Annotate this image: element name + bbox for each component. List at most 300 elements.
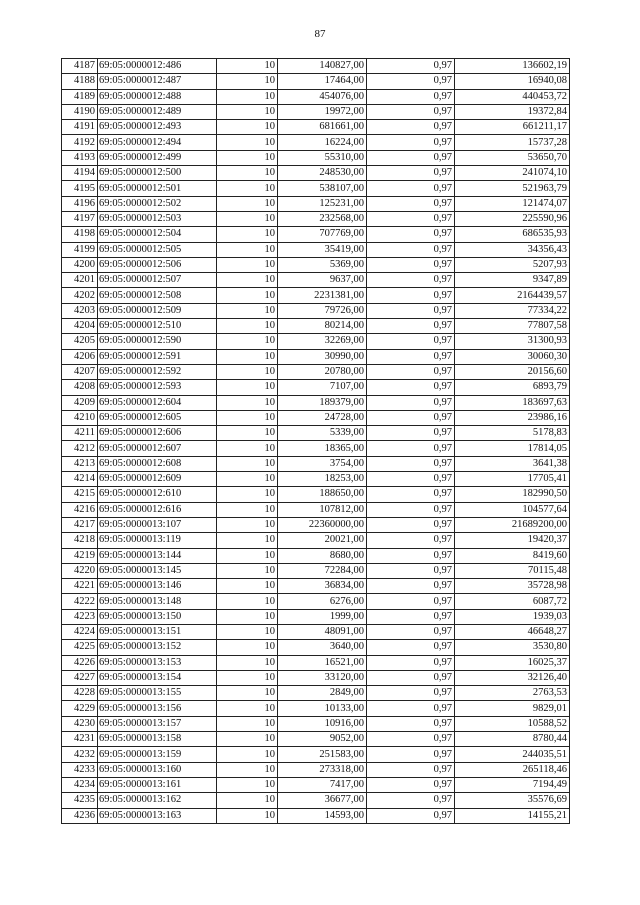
result-cell: 19372,84 <box>455 104 570 119</box>
table-row <box>62 89 570 104</box>
count-cell: 10 <box>217 609 278 624</box>
count-cell: 10 <box>217 59 278 74</box>
result-cell: 661211,17 <box>455 120 570 135</box>
value-cell: 8680,00 <box>278 548 367 563</box>
result-cell: 241074,10 <box>455 166 570 181</box>
cadastral-number-cell: 69:05:0000012:493 <box>98 120 217 135</box>
table-row <box>62 380 570 395</box>
count-cell: 10 <box>217 89 278 104</box>
row-number-cell: 4199 <box>62 242 98 257</box>
table-row <box>62 120 570 135</box>
value-cell: 3754,00 <box>278 456 367 471</box>
count-cell: 10 <box>217 426 278 441</box>
table-row <box>62 334 570 349</box>
row-number-cell: 4193 <box>62 150 98 165</box>
coefficient-cell: 0,97 <box>367 364 455 379</box>
value-cell: 273318,00 <box>278 762 367 777</box>
cadastral-number-cell: 69:05:0000013:160 <box>98 762 217 777</box>
coefficient-cell: 0,97 <box>367 777 455 792</box>
table-row <box>62 104 570 119</box>
result-cell: 2763,53 <box>455 686 570 701</box>
coefficient-cell: 0,97 <box>367 120 455 135</box>
coefficient-cell: 0,97 <box>367 502 455 517</box>
row-number-cell: 4226 <box>62 655 98 670</box>
table-row <box>62 349 570 364</box>
row-number-cell: 4231 <box>62 732 98 747</box>
count-cell: 10 <box>217 364 278 379</box>
value-cell: 24728,00 <box>278 410 367 425</box>
count-cell: 10 <box>217 777 278 792</box>
cadastral-number-cell: 69:05:0000012:506 <box>98 257 217 272</box>
cadastral-number-cell: 69:05:0000012:499 <box>98 150 217 165</box>
row-number-cell: 4206 <box>62 349 98 364</box>
row-number-cell: 4213 <box>62 456 98 471</box>
result-cell: 77807,58 <box>455 319 570 334</box>
value-cell: 20780,00 <box>278 364 367 379</box>
value-cell: 16521,00 <box>278 655 367 670</box>
coefficient-cell: 0,97 <box>367 716 455 731</box>
value-cell: 2231381,00 <box>278 288 367 303</box>
coefficient-cell: 0,97 <box>367 288 455 303</box>
cadastral-number-cell: 69:05:0000013:119 <box>98 533 217 548</box>
cadastral-number-cell: 69:05:0000012:504 <box>98 227 217 242</box>
row-number-cell: 4192 <box>62 135 98 150</box>
value-cell: 6276,00 <box>278 594 367 609</box>
result-cell: 16025,37 <box>455 655 570 670</box>
count-cell: 10 <box>217 487 278 502</box>
result-cell: 265118,46 <box>455 762 570 777</box>
result-cell: 70115,48 <box>455 563 570 578</box>
coefficient-cell: 0,97 <box>367 395 455 410</box>
cadastral-number-cell: 69:05:0000013:153 <box>98 655 217 670</box>
row-number-cell: 4235 <box>62 793 98 808</box>
value-cell: 32269,00 <box>278 334 367 349</box>
value-cell: 10133,00 <box>278 701 367 716</box>
count-cell: 10 <box>217 273 278 288</box>
table-row <box>62 732 570 747</box>
coefficient-cell: 0,97 <box>367 74 455 89</box>
row-number-cell: 4200 <box>62 257 98 272</box>
coefficient-cell: 0,97 <box>367 59 455 74</box>
row-number-cell: 4218 <box>62 533 98 548</box>
result-cell: 20156,60 <box>455 364 570 379</box>
cadastral-number-cell: 69:05:0000012:494 <box>98 135 217 150</box>
table-row <box>62 227 570 242</box>
result-cell: 14155,21 <box>455 808 570 823</box>
count-cell: 10 <box>217 579 278 594</box>
value-cell: 7417,00 <box>278 777 367 792</box>
result-cell: 136602,19 <box>455 59 570 74</box>
table-row <box>62 319 570 334</box>
table-row <box>62 487 570 502</box>
result-cell: 46648,27 <box>455 624 570 639</box>
table-row <box>62 288 570 303</box>
cadastral-number-cell: 69:05:0000012:507 <box>98 273 217 288</box>
result-cell: 5178,83 <box>455 426 570 441</box>
value-cell: 5369,00 <box>278 257 367 272</box>
cadastral-number-cell: 69:05:0000012:503 <box>98 211 217 226</box>
result-cell: 225590,96 <box>455 211 570 226</box>
coefficient-cell: 0,97 <box>367 426 455 441</box>
result-cell: 77334,22 <box>455 303 570 318</box>
table-row <box>62 716 570 731</box>
count-cell: 10 <box>217 747 278 762</box>
value-cell: 16224,00 <box>278 135 367 150</box>
cadastral-number-cell: 69:05:0000012:486 <box>98 59 217 74</box>
count-cell: 10 <box>217 395 278 410</box>
count-cell: 10 <box>217 380 278 395</box>
count-cell: 10 <box>217 319 278 334</box>
cadastral-number-cell: 69:05:0000012:510 <box>98 319 217 334</box>
coefficient-cell: 0,97 <box>367 670 455 685</box>
row-number-cell: 4230 <box>62 716 98 731</box>
count-cell: 10 <box>217 502 278 517</box>
value-cell: 232568,00 <box>278 211 367 226</box>
value-cell: 30990,00 <box>278 349 367 364</box>
row-number-cell: 4202 <box>62 288 98 303</box>
coefficient-cell: 0,97 <box>367 487 455 502</box>
table-row <box>62 150 570 165</box>
cadastral-number-cell: 69:05:0000013:144 <box>98 548 217 563</box>
row-number-cell: 4190 <box>62 104 98 119</box>
cadastral-number-cell: 69:05:0000012:607 <box>98 441 217 456</box>
result-cell: 9347,89 <box>455 273 570 288</box>
row-number-cell: 4214 <box>62 472 98 487</box>
cadastral-number-cell: 69:05:0000012:590 <box>98 334 217 349</box>
value-cell: 18253,00 <box>278 472 367 487</box>
cadastral-number-cell: 69:05:0000013:161 <box>98 777 217 792</box>
result-cell: 15737,28 <box>455 135 570 150</box>
row-number-cell: 4210 <box>62 410 98 425</box>
result-cell: 686535,93 <box>455 227 570 242</box>
count-cell: 10 <box>217 563 278 578</box>
count-cell: 10 <box>217 150 278 165</box>
cadastral-number-cell: 69:05:0000013:152 <box>98 640 217 655</box>
count-cell: 10 <box>217 655 278 670</box>
result-cell: 34356,43 <box>455 242 570 257</box>
cadastral-number-cell: 69:05:0000012:489 <box>98 104 217 119</box>
cadastral-number-cell: 69:05:0000013:157 <box>98 716 217 731</box>
count-cell: 10 <box>217 135 278 150</box>
result-cell: 1939,03 <box>455 609 570 624</box>
result-cell: 7194,49 <box>455 777 570 792</box>
cadastral-number-cell: 69:05:0000012:606 <box>98 426 217 441</box>
coefficient-cell: 0,97 <box>367 563 455 578</box>
cadastral-number-cell: 69:05:0000013:150 <box>98 609 217 624</box>
table-row <box>62 74 570 89</box>
coefficient-cell: 0,97 <box>367 579 455 594</box>
count-cell: 10 <box>217 716 278 731</box>
table-row <box>62 303 570 318</box>
row-number-cell: 4229 <box>62 701 98 716</box>
coefficient-cell: 0,97 <box>367 609 455 624</box>
coefficient-cell: 0,97 <box>367 227 455 242</box>
row-number-cell: 4196 <box>62 196 98 211</box>
coefficient-cell: 0,97 <box>367 640 455 655</box>
coefficient-cell: 0,97 <box>367 701 455 716</box>
coefficient-cell: 0,97 <box>367 181 455 196</box>
count-cell: 10 <box>217 257 278 272</box>
table-row <box>62 59 570 74</box>
table-row <box>62 273 570 288</box>
table-row <box>62 456 570 471</box>
value-cell: 248530,00 <box>278 166 367 181</box>
table-body <box>62 59 570 824</box>
cadastral-number-cell: 69:05:0000012:501 <box>98 181 217 196</box>
row-number-cell: 4197 <box>62 211 98 226</box>
value-cell: 107812,00 <box>278 502 367 517</box>
value-cell: 79726,00 <box>278 303 367 318</box>
cadastral-number-cell: 69:05:0000013:162 <box>98 793 217 808</box>
row-number-cell: 4219 <box>62 548 98 563</box>
count-cell: 10 <box>217 701 278 716</box>
result-cell: 9829,01 <box>455 701 570 716</box>
value-cell: 18365,00 <box>278 441 367 456</box>
row-number-cell: 4220 <box>62 563 98 578</box>
value-cell: 681661,00 <box>278 120 367 135</box>
row-number-cell: 4187 <box>62 59 98 74</box>
count-cell: 10 <box>217 732 278 747</box>
page-number: 87 <box>314 28 326 40</box>
value-cell: 538107,00 <box>278 181 367 196</box>
count-cell: 10 <box>217 517 278 532</box>
count-cell: 10 <box>217 793 278 808</box>
result-cell: 32126,40 <box>455 670 570 685</box>
value-cell: 35419,00 <box>278 242 367 257</box>
coefficient-cell: 0,97 <box>367 533 455 548</box>
table-row <box>62 655 570 670</box>
table-row <box>62 762 570 777</box>
table-row <box>62 242 570 257</box>
value-cell: 10916,00 <box>278 716 367 731</box>
count-cell: 10 <box>217 242 278 257</box>
count-cell: 10 <box>217 74 278 89</box>
table-row <box>62 701 570 716</box>
value-cell: 48091,00 <box>278 624 367 639</box>
table-row <box>62 196 570 211</box>
row-number-cell: 4208 <box>62 380 98 395</box>
table-row <box>62 686 570 701</box>
value-cell: 17464,00 <box>278 74 367 89</box>
cadastral-number-cell: 69:05:0000012:593 <box>98 380 217 395</box>
row-number-cell: 4225 <box>62 640 98 655</box>
result-cell: 3530,80 <box>455 640 570 655</box>
value-cell: 189379,00 <box>278 395 367 410</box>
count-cell: 10 <box>217 441 278 456</box>
coefficient-cell: 0,97 <box>367 242 455 257</box>
count-cell: 10 <box>217 303 278 318</box>
row-number-cell: 4223 <box>62 609 98 624</box>
table-row <box>62 533 570 548</box>
result-cell: 6087,72 <box>455 594 570 609</box>
table-row <box>62 257 570 272</box>
value-cell: 55310,00 <box>278 150 367 165</box>
row-number-cell: 4203 <box>62 303 98 318</box>
value-cell: 9637,00 <box>278 273 367 288</box>
result-cell: 3641,38 <box>455 456 570 471</box>
data-table <box>61 58 570 824</box>
table-row <box>62 181 570 196</box>
count-cell: 10 <box>217 670 278 685</box>
cadastral-number-cell: 69:05:0000012:509 <box>98 303 217 318</box>
cadastral-number-cell: 69:05:0000012:604 <box>98 395 217 410</box>
cadastral-number-cell: 69:05:0000012:609 <box>98 472 217 487</box>
cadastral-number-cell: 69:05:0000013:154 <box>98 670 217 685</box>
row-number-cell: 4236 <box>62 808 98 823</box>
table-row <box>62 624 570 639</box>
row-number-cell: 4215 <box>62 487 98 502</box>
value-cell: 1999,00 <box>278 609 367 624</box>
result-cell: 440453,72 <box>455 89 570 104</box>
count-cell: 10 <box>217 227 278 242</box>
table-row <box>62 548 570 563</box>
result-cell: 6893,79 <box>455 380 570 395</box>
table-row <box>62 426 570 441</box>
result-cell: 8780,44 <box>455 732 570 747</box>
row-number-cell: 4217 <box>62 517 98 532</box>
result-cell: 21689200,00 <box>455 517 570 532</box>
row-number-cell: 4228 <box>62 686 98 701</box>
cadastral-number-cell: 69:05:0000012:592 <box>98 364 217 379</box>
result-cell: 10588,52 <box>455 716 570 731</box>
row-number-cell: 4211 <box>62 426 98 441</box>
table-row <box>62 166 570 181</box>
table-row <box>62 808 570 823</box>
count-cell: 10 <box>217 640 278 655</box>
value-cell: 251583,00 <box>278 747 367 762</box>
cadastral-number-cell: 69:05:0000013:158 <box>98 732 217 747</box>
value-cell: 36834,00 <box>278 579 367 594</box>
table-row <box>62 502 570 517</box>
cadastral-number-cell: 69:05:0000013:151 <box>98 624 217 639</box>
value-cell: 33120,00 <box>278 670 367 685</box>
value-cell: 19972,00 <box>278 104 367 119</box>
row-number-cell: 4232 <box>62 747 98 762</box>
cadastral-number-cell: 69:05:0000012:610 <box>98 487 217 502</box>
cadastral-number-cell: 69:05:0000012:488 <box>98 89 217 104</box>
value-cell: 72284,00 <box>278 563 367 578</box>
value-cell: 22360000,00 <box>278 517 367 532</box>
value-cell: 707769,00 <box>278 227 367 242</box>
row-number-cell: 4201 <box>62 273 98 288</box>
value-cell: 140827,00 <box>278 59 367 74</box>
coefficient-cell: 0,97 <box>367 441 455 456</box>
coefficient-cell: 0,97 <box>367 456 455 471</box>
coefficient-cell: 0,97 <box>367 517 455 532</box>
value-cell: 5339,00 <box>278 426 367 441</box>
count-cell: 10 <box>217 181 278 196</box>
coefficient-cell: 0,97 <box>367 166 455 181</box>
row-number-cell: 4194 <box>62 166 98 181</box>
cadastral-number-cell: 69:05:0000013:146 <box>98 579 217 594</box>
row-number-cell: 4209 <box>62 395 98 410</box>
row-number-cell: 4191 <box>62 120 98 135</box>
count-cell: 10 <box>217 533 278 548</box>
result-cell: 121474,07 <box>455 196 570 211</box>
value-cell: 36677,00 <box>278 793 367 808</box>
result-cell: 35728,98 <box>455 579 570 594</box>
value-cell: 188650,00 <box>278 487 367 502</box>
table-row <box>62 594 570 609</box>
result-cell: 2164439,57 <box>455 288 570 303</box>
coefficient-cell: 0,97 <box>367 410 455 425</box>
cadastral-number-cell: 69:05:0000013:148 <box>98 594 217 609</box>
row-number-cell: 4227 <box>62 670 98 685</box>
coefficient-cell: 0,97 <box>367 257 455 272</box>
coefficient-cell: 0,97 <box>367 793 455 808</box>
count-cell: 10 <box>217 456 278 471</box>
count-cell: 10 <box>217 686 278 701</box>
value-cell: 80214,00 <box>278 319 367 334</box>
result-cell: 521963,79 <box>455 181 570 196</box>
coefficient-cell: 0,97 <box>367 808 455 823</box>
row-number-cell: 4233 <box>62 762 98 777</box>
table-row <box>62 777 570 792</box>
cadastral-number-cell: 69:05:0000012:502 <box>98 196 217 211</box>
value-cell: 14593,00 <box>278 808 367 823</box>
table-row <box>62 472 570 487</box>
result-cell: 183697,63 <box>455 395 570 410</box>
count-cell: 10 <box>217 594 278 609</box>
result-cell: 35576,69 <box>455 793 570 808</box>
value-cell: 2849,00 <box>278 686 367 701</box>
count-cell: 10 <box>217 349 278 364</box>
cadastral-number-cell: 69:05:0000013:155 <box>98 686 217 701</box>
result-cell: 16940,08 <box>455 74 570 89</box>
coefficient-cell: 0,97 <box>367 150 455 165</box>
count-cell: 10 <box>217 548 278 563</box>
cadastral-number-cell: 69:05:0000012:500 <box>98 166 217 181</box>
coefficient-cell: 0,97 <box>367 211 455 226</box>
result-cell: 30060,30 <box>455 349 570 364</box>
coefficient-cell: 0,97 <box>367 655 455 670</box>
row-number-cell: 4189 <box>62 89 98 104</box>
row-number-cell: 4205 <box>62 334 98 349</box>
table-row <box>62 640 570 655</box>
result-cell: 17814,05 <box>455 441 570 456</box>
row-number-cell: 4224 <box>62 624 98 639</box>
row-number-cell: 4204 <box>62 319 98 334</box>
result-cell: 53650,70 <box>455 150 570 165</box>
cadastral-number-cell: 69:05:0000012:487 <box>98 74 217 89</box>
coefficient-cell: 0,97 <box>367 732 455 747</box>
coefficient-cell: 0,97 <box>367 747 455 762</box>
count-cell: 10 <box>217 808 278 823</box>
result-cell: 17705,41 <box>455 472 570 487</box>
table-row <box>62 747 570 762</box>
result-cell: 182990,50 <box>455 487 570 502</box>
row-number-cell: 4212 <box>62 441 98 456</box>
result-cell: 23986,16 <box>455 410 570 425</box>
coefficient-cell: 0,97 <box>367 196 455 211</box>
result-cell: 104577,64 <box>455 502 570 517</box>
result-cell: 244035,51 <box>455 747 570 762</box>
count-cell: 10 <box>217 472 278 487</box>
row-number-cell: 4216 <box>62 502 98 517</box>
result-cell: 5207,93 <box>455 257 570 272</box>
table-row <box>62 579 570 594</box>
coefficient-cell: 0,97 <box>367 303 455 318</box>
coefficient-cell: 0,97 <box>367 349 455 364</box>
table-row <box>62 517 570 532</box>
coefficient-cell: 0,97 <box>367 762 455 777</box>
coefficient-cell: 0,97 <box>367 594 455 609</box>
result-cell: 19420,37 <box>455 533 570 548</box>
cadastral-number-cell: 69:05:0000012:616 <box>98 502 217 517</box>
table-row <box>62 563 570 578</box>
result-cell: 31300,93 <box>455 334 570 349</box>
table-row <box>62 793 570 808</box>
